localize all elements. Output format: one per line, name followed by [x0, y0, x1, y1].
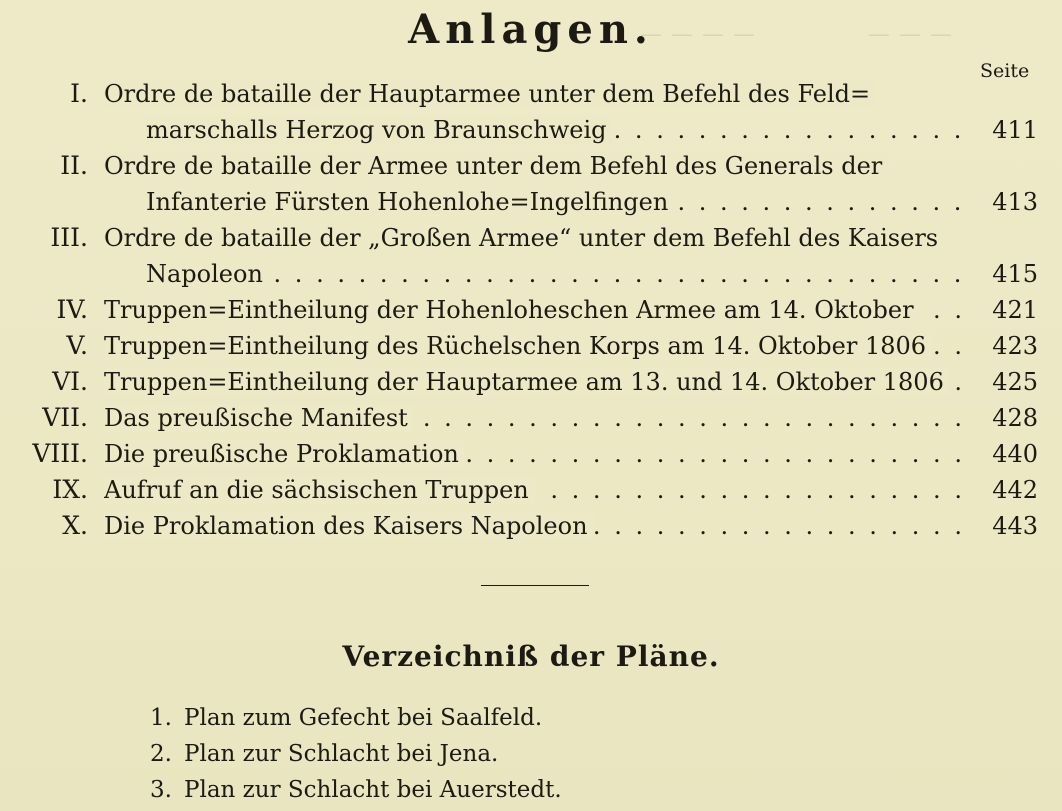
page-column-header: Seite: [980, 60, 1030, 82]
page-title: Anlagen.: [408, 6, 654, 53]
toc-entry-page: 440: [992, 440, 1038, 468]
plan-number: 2.: [150, 741, 172, 767]
toc-entry-line: [104, 508, 974, 544]
toc-entry-text: Ordre de bataille der „Großen Armee“ unter dem Befehl des Kaisers: [104, 224, 944, 252]
toc-entry: [0, 76, 1062, 148]
bleed-through-decoration: — — — — — — —: [640, 22, 953, 47]
toc-entry-line: [104, 76, 974, 112]
toc-entry-numeral: VIII.: [32, 439, 88, 468]
toc-entry-page: 413: [992, 188, 1038, 216]
toc-entry-text: marschalls Herzog von Braunschweig: [146, 116, 612, 144]
plan-number: 1.: [150, 705, 172, 731]
toc-entry-text: Ordre de bataille der Hauptarmee unter dem Befehl des Feld=: [104, 80, 876, 108]
toc-entry-line: [146, 184, 974, 220]
toc-entry-page: 425: [992, 368, 1038, 396]
plans-title: Verzeichniß der Pläne.: [342, 640, 720, 673]
toc-entry-page: 443: [992, 512, 1038, 540]
toc-entry-line: [104, 472, 974, 508]
toc-entry: [0, 472, 1062, 508]
toc-entry-line: [146, 112, 974, 148]
toc-entry-text: Die Proklamation des Kaisers Napoleon: [104, 512, 594, 540]
toc-entry-text: Truppen=Eintheilung des Rüchelschen Korps am 14. Oktober 1806: [104, 332, 932, 360]
plan-number: 3.: [150, 777, 172, 803]
toc-entry-text: Ordre de bataille der Armee unter dem Befehl des Generals der: [104, 152, 888, 180]
toc-entry-text: Infanterie Fürsten Hohenlohe=Ingelfingen: [146, 188, 674, 216]
toc-entry-line: [104, 400, 974, 436]
toc-entry-line: [104, 220, 974, 256]
plan-text: Plan zum Gefecht bei Saalfeld.: [184, 705, 543, 731]
toc-entry-numeral: IV.: [56, 295, 88, 324]
toc-entry-page: 421: [992, 296, 1038, 324]
toc-entry-page: 423: [992, 332, 1038, 360]
toc-entry-page: 411: [992, 116, 1038, 144]
toc-entry-page: 428: [992, 404, 1038, 432]
toc-entry: [0, 364, 1062, 400]
plans-list: [136, 700, 562, 808]
toc-entry-line: [104, 436, 974, 472]
toc-entry-line: [104, 292, 974, 328]
toc-entry: [0, 148, 1062, 220]
toc-entry-line: [104, 148, 974, 184]
toc-entry-text: Die preußische Proklamation: [104, 440, 465, 468]
toc-entry-text: Das preußische Manifest: [104, 404, 414, 432]
toc-entry: [0, 220, 1062, 292]
toc-entry-numeral: IX.: [52, 475, 88, 504]
toc-list: [0, 76, 1062, 544]
plan-item: [136, 772, 562, 808]
toc-entry: [0, 436, 1062, 472]
plan-item: [136, 700, 562, 736]
toc-entry-line: [146, 256, 974, 292]
toc-entry-numeral: X.: [62, 511, 88, 540]
toc-entry: [0, 400, 1062, 436]
plan-item: [136, 736, 562, 772]
section-divider: [481, 585, 589, 586]
toc-entry-text: Aufruf an die sächsischen Truppen: [104, 476, 535, 504]
toc-entry-line: [104, 364, 974, 400]
toc-entry-numeral: VII.: [42, 403, 88, 432]
toc-entry-numeral: V.: [66, 331, 88, 360]
toc-entry-text: Truppen=Eintheilung der Hohenloheschen Armee am 14. Oktober: [104, 296, 920, 324]
toc-entry-page: 442: [992, 476, 1038, 504]
toc-entry: [0, 508, 1062, 544]
toc-entry-numeral: III.: [50, 223, 88, 252]
toc-entry-text: Truppen=Eintheilung der Hauptarmee am 13. und 14. Oktober 1806: [104, 368, 950, 396]
toc-entry-numeral: VI.: [52, 367, 88, 396]
plan-text: Plan zur Schlacht bei Auerstedt.: [184, 777, 562, 803]
toc-entry-numeral: I.: [70, 79, 88, 108]
toc-entry-page: 415: [992, 260, 1038, 288]
toc-entry: [0, 292, 1062, 328]
plan-text: Plan zur Schlacht bei Jena.: [184, 741, 499, 767]
toc-entry-text: Napoleon: [146, 260, 269, 288]
toc-entry-line: [104, 328, 974, 364]
toc-entry: [0, 328, 1062, 364]
toc-entry-numeral: II.: [60, 151, 88, 180]
